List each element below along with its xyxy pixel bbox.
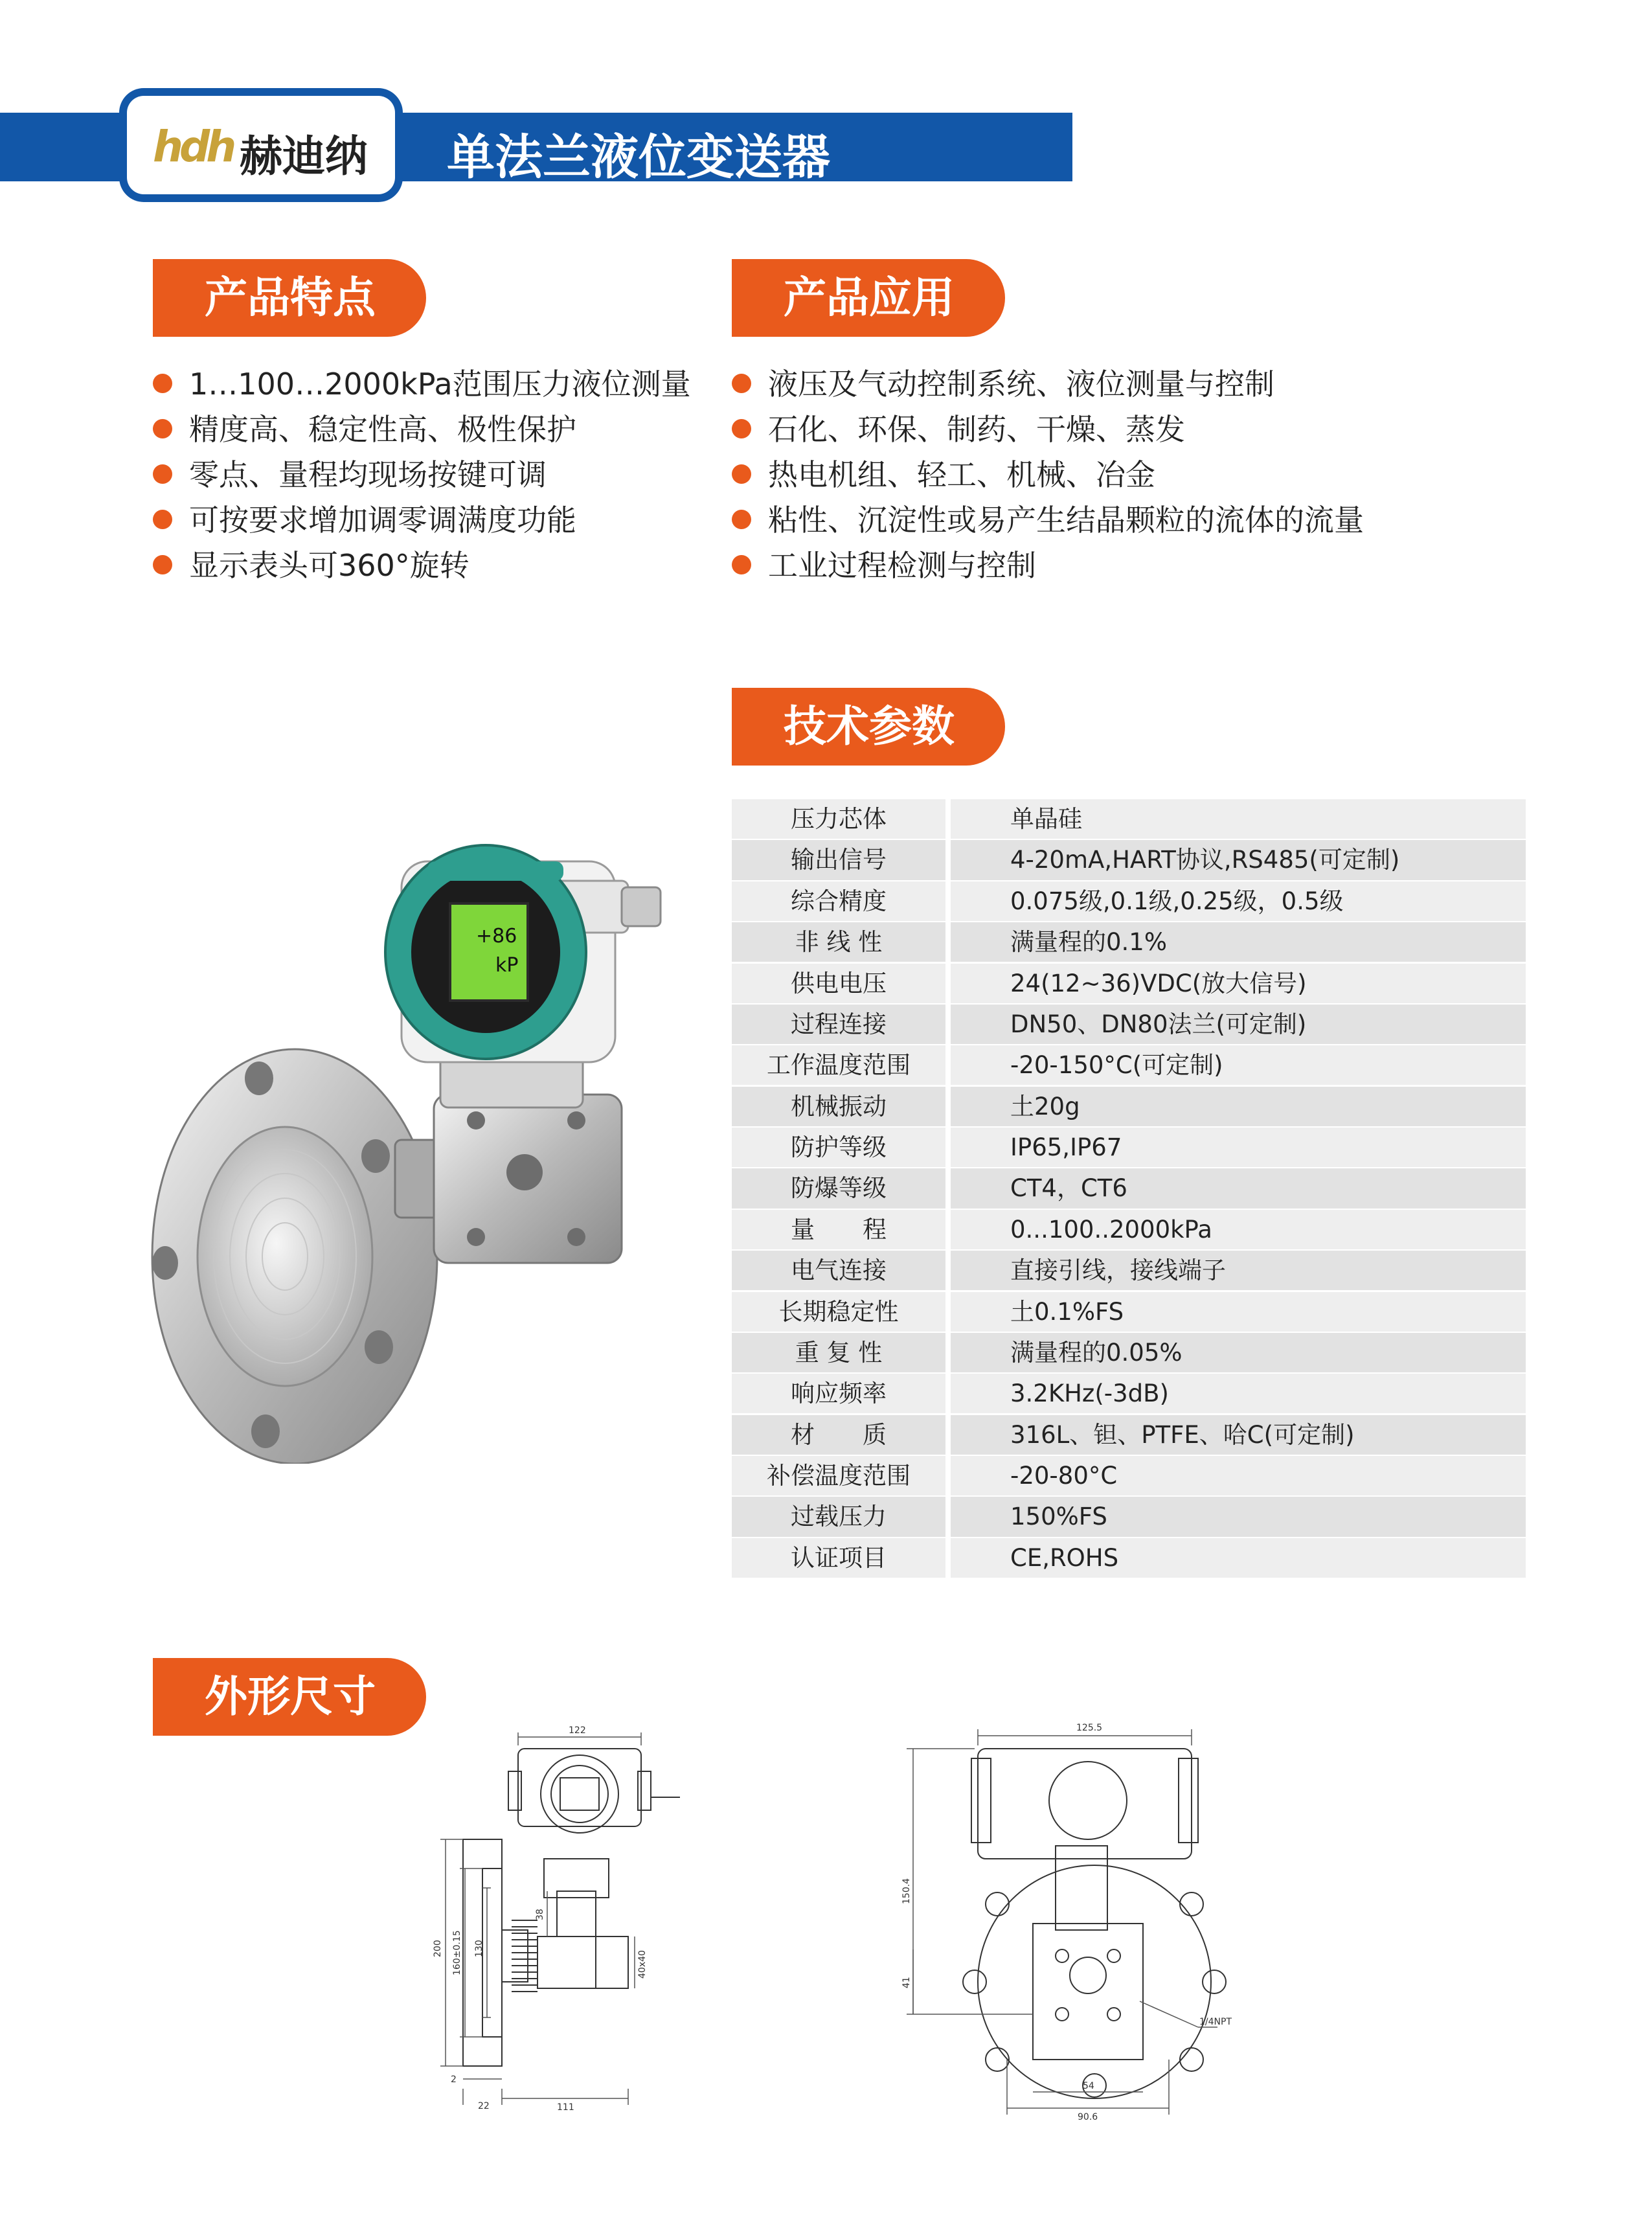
- table-row: 过程连接 DN50、DN80法兰(可定制): [732, 1005, 1526, 1044]
- dim-2: 2: [451, 2074, 457, 2085]
- bullet-icon: [153, 419, 172, 438]
- list-item: 1…100…2000kPa范围压力液位测量: [153, 361, 691, 407]
- list-item: 显示表头可360°旋转: [153, 543, 691, 588]
- side-view-drawing: [363, 1716, 725, 2131]
- diaphragm: [198, 1127, 372, 1386]
- list-item: 粘性、沉淀性或易产生结晶颗粒的流体的流量: [732, 497, 1364, 543]
- bullet-icon: [732, 555, 751, 574]
- dimensions-heading: 外形尺寸: [153, 1658, 426, 1736]
- lcd-screen: [450, 903, 528, 1001]
- applications-list: [732, 361, 1364, 588]
- dim-90-6: 90.6: [1078, 2112, 1098, 2122]
- dim-38: 38: [535, 1909, 545, 1920]
- dim-111: 111: [557, 2102, 574, 2113]
- bullet-icon: [732, 510, 751, 529]
- bullet-icon: [732, 374, 751, 393]
- table-row: 非 线 性 满量程的0.1%: [732, 922, 1526, 962]
- front-view-drawing: [894, 1710, 1295, 2124]
- list-item: 零点、量程均现场按键可调: [153, 452, 691, 497]
- list-item: 石化、环保、制药、干燥、蒸发: [732, 407, 1364, 452]
- dim-160: 160±0.15: [452, 1930, 462, 1975]
- dim-150-4: 150.4: [901, 1878, 912, 1904]
- bullet-icon: [153, 555, 172, 574]
- dim-41: 41: [901, 1977, 912, 1988]
- logo-mark: hdh: [153, 122, 233, 172]
- table-row: 补偿温度范围 -20-80°C: [732, 1456, 1526, 1495]
- bullet-icon: [732, 464, 751, 484]
- bullet-icon: [153, 464, 172, 484]
- table-row: 综合精度 0.075级,0.1级,0.25级，0.5级: [732, 881, 1526, 921]
- bullet-icon: [153, 510, 172, 529]
- list-item: 工业过程检测与控制: [732, 543, 1364, 588]
- dim-40x40: 40x40: [637, 1950, 648, 1979]
- table-row: 工作温度范围 -20-150°C(可定制): [732, 1045, 1526, 1085]
- list-item: 可按要求增加调零调满度功能: [153, 497, 691, 543]
- dim-125-5: 125.5: [1076, 1723, 1103, 1733]
- header-bar-left: [0, 113, 130, 181]
- bullet-icon: [732, 419, 751, 438]
- bullet-icon: [153, 374, 172, 393]
- table-row: 输出信号 4-20mA,HART协议,RS485(可定制): [732, 840, 1526, 880]
- table-row: 机械振动 土20g: [732, 1087, 1526, 1126]
- table-row: 供电电压 24(12~36)VDC(放大信号): [732, 964, 1526, 1003]
- dim-200: 200: [433, 1940, 443, 1957]
- specs-heading: 技术参数: [732, 688, 1005, 766]
- features-heading: 产品特点: [153, 259, 426, 337]
- dim-22: 22: [478, 2101, 490, 2111]
- table-row: 过载压力 150%FS: [732, 1497, 1526, 1536]
- table-row: 压力芯体 单晶硅: [732, 799, 1526, 839]
- table-row: 防爆等级 CT4，CT6: [732, 1168, 1526, 1208]
- cable-gland: [622, 887, 661, 926]
- lcd-unit: kP: [495, 954, 519, 977]
- list-item: 热电机组、轻工、机械、冶金: [732, 452, 1364, 497]
- features-list: [153, 361, 691, 588]
- lcd-reading: +86: [476, 925, 517, 948]
- page-title: 单法兰液位变送器: [447, 130, 830, 185]
- table-row: 长期稳定性 土0.1%FS: [732, 1292, 1526, 1332]
- list-item: 液压及气动控制系统、液位测量与控制: [732, 361, 1364, 407]
- table-row: 电气连接 直接引线，接线端子: [732, 1251, 1526, 1290]
- table-row: 认证项目 CE,ROHS: [732, 1538, 1526, 1578]
- applications-heading: 产品应用: [732, 259, 1005, 337]
- dim-1-4npt: 1/4NPT: [1199, 2017, 1232, 2027]
- table-row: 重 复 性 满量程的0.05%: [732, 1333, 1526, 1372]
- product-image: [123, 835, 712, 1464]
- table-row: 量 程 0...100..2000kPa: [732, 1210, 1526, 1249]
- table-row: 材 质 316L、钽、PTFE、哈C(可定制): [732, 1415, 1526, 1455]
- list-item: 精度高、稳定性高、极性保护: [153, 407, 691, 452]
- table-row: 防护等级 IP65,IP67: [732, 1128, 1526, 1167]
- dim-54: 54: [1083, 2081, 1094, 2091]
- spec-table: [732, 799, 1526, 1579]
- logo-name: 赫迪纳: [240, 131, 368, 181]
- dim-122: 122: [569, 1725, 586, 1736]
- dim-130: 130: [474, 1940, 484, 1957]
- table-row: 响应频率 3.2KHz(-3dB): [732, 1374, 1526, 1413]
